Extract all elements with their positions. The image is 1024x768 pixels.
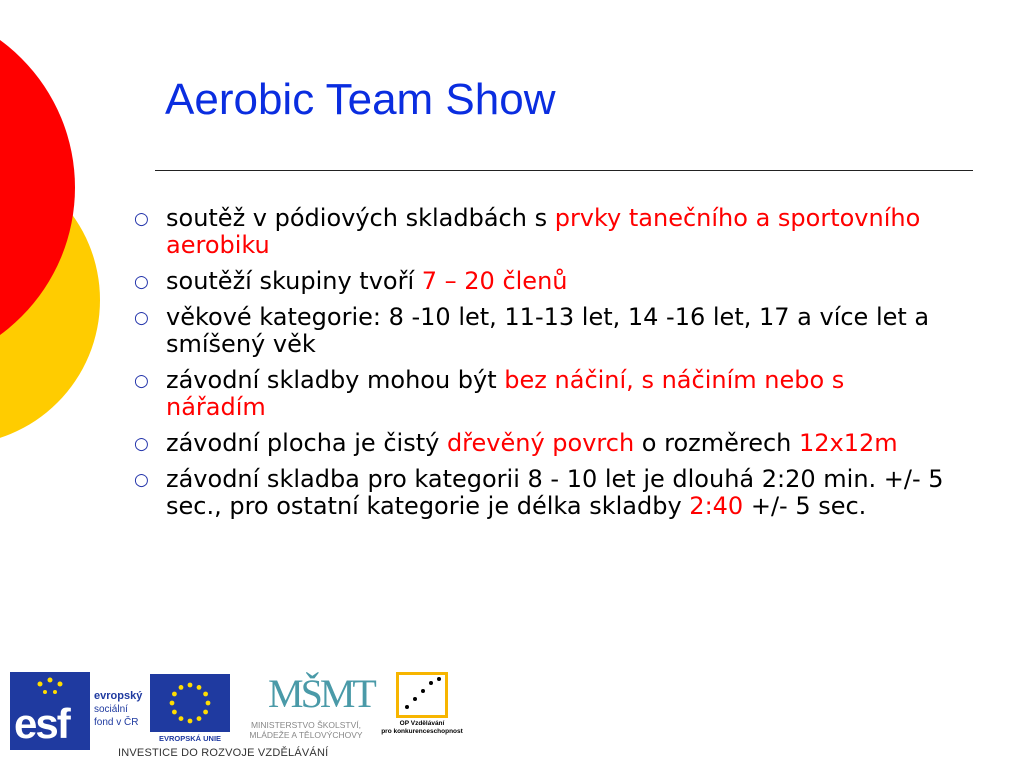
eu-stars-icon <box>10 672 90 702</box>
bullet-circle-icon: ○ <box>134 209 149 229</box>
bullet-list <box>128 205 948 529</box>
highlight-text: bez náčiní, s náčiním nebo s nářadím <box>166 366 845 421</box>
eu-flag <box>150 674 230 732</box>
footer-logos <box>0 660 1024 768</box>
highlight-text: 2:40 <box>689 492 744 520</box>
esf-mark: esf <box>14 700 69 747</box>
bullet-item <box>128 268 948 295</box>
eu-stars-circle-icon <box>150 674 230 732</box>
bullet-circle-icon: ○ <box>134 272 149 292</box>
op-logo <box>378 672 466 752</box>
esf-logo <box>10 672 143 758</box>
eu-label: EVROPSKÁ UNIE <box>158 734 222 743</box>
title-divider <box>155 170 973 171</box>
bullet-text: soutěž v pódiových skladbách s <box>166 204 555 232</box>
msmt-label: MINISTERSTVO ŠKOLSTVÍ, MLÁDEŽE A TĚLOVÝCHOVY <box>249 720 363 740</box>
esf-label: evropský sociální fond v ČR <box>94 690 143 728</box>
bullet-text: závodní plocha je čistý <box>166 429 447 457</box>
bullet-circle-icon: ○ <box>134 371 149 391</box>
slide-title: Aerobic Team Show <box>165 75 556 124</box>
op-frame-icon <box>396 672 448 718</box>
highlight-text: 12x12m <box>799 429 898 457</box>
bullet-item <box>128 430 948 457</box>
msmt-mark: MŠMT <box>268 671 374 716</box>
bullet-text: +/- 5 sec. <box>743 492 867 520</box>
bullet-circle-icon: ○ <box>134 308 149 328</box>
bullet-circle-icon: ○ <box>134 434 149 454</box>
bullet-text: závodní skladba pro kategorii 8 - 10 let je dlouhá 2:20 min. +/- 5 sec., pro ostatní kategorie je délka skladby <box>166 465 944 520</box>
bullet-item <box>128 367 948 421</box>
op-label: OP Vzdělávání pro konkurenceschopnost <box>381 720 463 735</box>
bullet-text: soutěží skupiny tvoří <box>166 267 422 295</box>
bullet-item <box>128 466 948 520</box>
investice-text: INVESTICE DO ROZVOJE VZDĚLÁVÁNÍ <box>118 747 329 759</box>
bullet-item <box>128 304 948 358</box>
highlight-text: prvky tanečního a sportovního aerobiku <box>166 204 921 259</box>
bullet-text: závodní skladby mohou být <box>166 366 505 394</box>
highlight-text: dřevěný povrch <box>446 429 635 457</box>
bullet-text: věkové kategorie: 8 -10 let, 11-13 let, 14 -16 let, 17 a více let a smíšený věk <box>166 303 930 358</box>
bullet-circle-icon: ○ <box>134 470 149 490</box>
highlight-text: 7 – 20 členů <box>421 267 568 295</box>
bullet-item <box>128 205 948 259</box>
msmt-logo <box>236 670 376 740</box>
bullet-text: o rozměrech <box>634 429 800 457</box>
